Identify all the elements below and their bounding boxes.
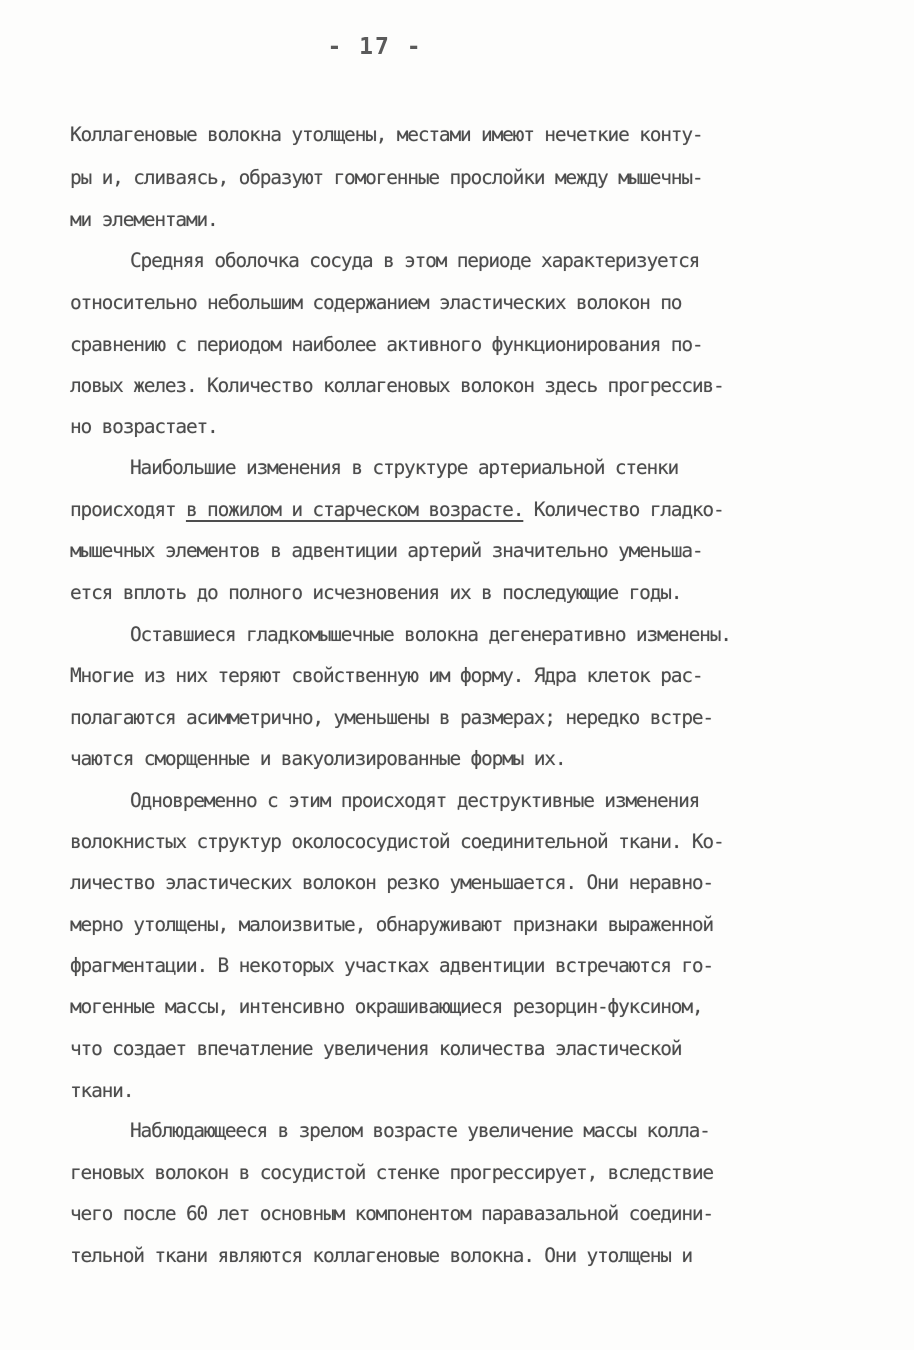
text-line: Оставшиеся гладкомышечные волокна дегенеративно изменены.	[130, 623, 731, 646]
text-line: чаются сморщенные и вакуолизированные формы их.	[70, 747, 566, 770]
text-segment: Количество гладко-	[523, 498, 724, 521]
text-line: Наблюдающееся в зрелом возрасте увеличение массы колла-	[130, 1119, 710, 1142]
text-line: Коллагеновые волокна утолщены, местами имеют нечеткие конту-	[70, 123, 703, 146]
text-line: Многие из них теряют свойственную им форму. Ядра клеток рас-	[70, 664, 703, 687]
text-line: но возрастает.	[70, 415, 218, 438]
text-line: волокнистых структур околососудистой соединительной ткани. Ко-	[70, 830, 724, 853]
underlined-phrase: в пожилом и старческом возрасте.	[185, 498, 524, 521]
text-line: могенные массы, интенсивно окрашивающиеся резорцин-фуксином,	[70, 995, 703, 1018]
text-line: тельной ткани являются коллагеновые волокна. Они утолщены и	[70, 1244, 692, 1267]
text-line: Наибольшие изменения в структуре артериальной стенки	[130, 456, 679, 479]
text-segment: происходят	[70, 498, 186, 521]
text-line: мышечных элементов в адвентиции артерий значительно уменьша-	[70, 539, 703, 562]
text-line: ми элементами.	[70, 208, 218, 231]
text-line: личество эластических волокон резко уменьшается. Они неравно-	[70, 871, 713, 894]
text-line: фрагментации. В некоторых участках адвентиции встречаются го-	[70, 954, 713, 977]
text-line: ловых желез. Количество коллагеновых волокон здесь прогрессив-	[70, 374, 724, 397]
text-line	[70, 497, 724, 523]
text-line: ры и, сливаясь, образуют гомогенные прослойки между мышечны-	[70, 166, 703, 189]
text-line: что создает впечатление увеличения количества эластической	[70, 1037, 682, 1060]
text-line: Средняя оболочка сосуда в этом периоде характеризуется	[130, 249, 700, 272]
text-line: ткани.	[70, 1079, 134, 1102]
text-line: мерно утолщены, малоизвитые, обнаруживают признаки выраженной	[70, 913, 713, 936]
text-line: геновых волокон в сосудистой стенке прогрессирует, вследствие	[70, 1161, 713, 1184]
text-line: Одновременно с этим происходят деструктивные изменения	[130, 789, 700, 812]
text-line: чего после 60 лет основным компонентом паравазальной соедини-	[70, 1202, 713, 1225]
text-line: относительно небольшим содержанием эластических волокон по	[70, 291, 682, 314]
page-number: - 17 -	[327, 34, 423, 60]
text-line: сравнению с периодом наиболее активного функционирования по-	[70, 333, 703, 356]
text-line: ется вплоть до полного исчезновения их в последующие годы.	[70, 581, 682, 604]
text-line: полагаются асимметрично, уменьшены в размерах; нередко встре-	[70, 706, 713, 729]
